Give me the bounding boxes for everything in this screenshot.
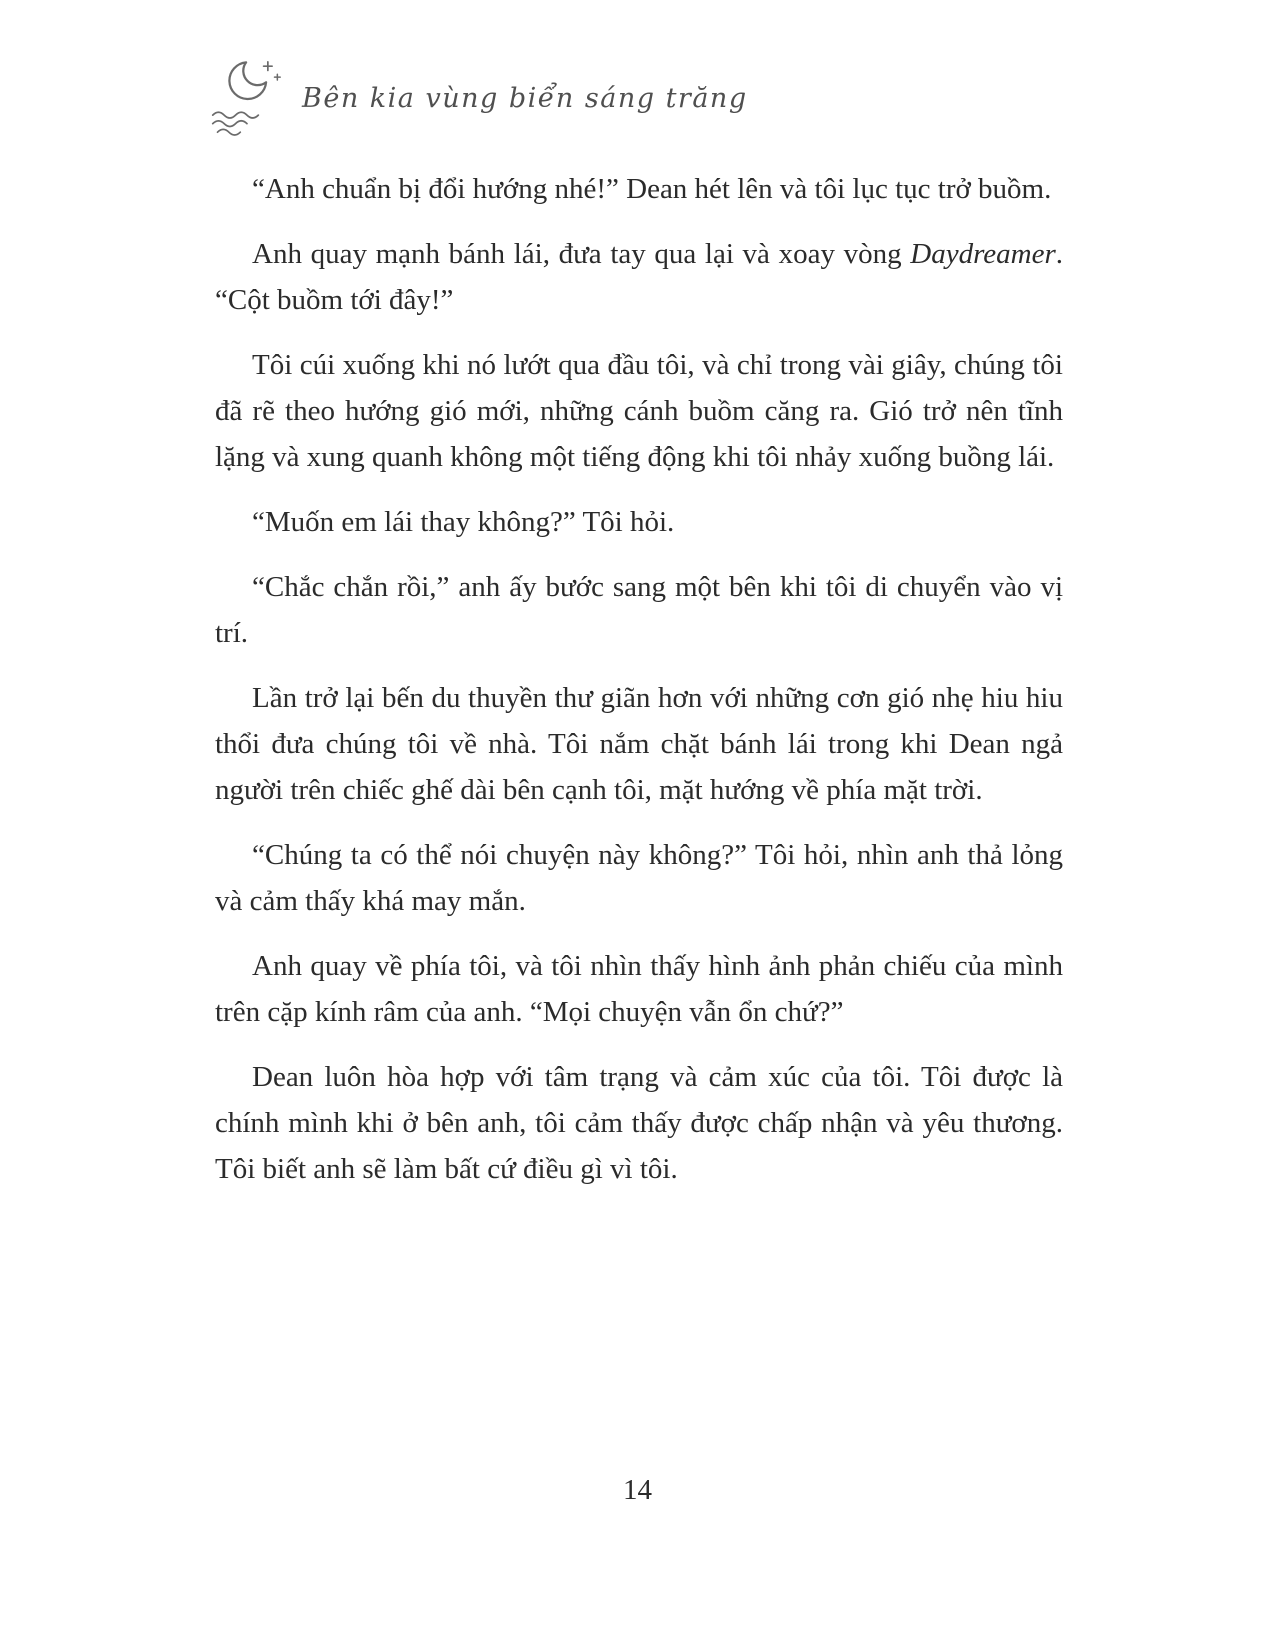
paragraph: [215, 1054, 1063, 1192]
paragraph: [215, 166, 1063, 212]
page-body: [215, 166, 1063, 1211]
text-segment: Lần trở lại bến du thuyền thư giãn hơn với những cơn gió nhẹ hiu hiu thổi đưa chúng tôi về nhà. Tôi nắm chặt bánh lái trong khi Dean ngả người trên chiếc ghế dài bên cạnh tôi, mặt hướng về phía mặt trời.: [215, 682, 1063, 806]
text-segment: Dean luôn hòa hợp với tâm trạng và cảm xúc của tôi. Tôi được là chính mình khi ở bên anh, tôi cảm thấy được chấp nhận và yêu thương. Tôi biết anh sẽ làm bất cứ điều gì vì tôi.: [215, 1061, 1063, 1185]
paragraph: [215, 499, 1063, 545]
paragraph: [215, 231, 1063, 323]
text-segment: “Chắc chắn rồi,” anh ấy bước sang một bên khi tôi di chuyển vào vị trí.: [215, 571, 1063, 649]
text-segment: “Anh chuẩn bị đổi hướng nhé!” Dean hét lên và tôi lục tục trở buồm.: [252, 173, 1052, 205]
page-number: 14: [623, 1474, 652, 1506]
paragraph: [215, 832, 1063, 924]
paragraph: [215, 342, 1063, 480]
italic-text-segment: Daydreamer: [910, 238, 1056, 270]
text-segment: Tôi cúi xuống khi nó lướt qua đầu tôi, và chỉ trong vài giây, chúng tôi đã rẽ theo hướng gió mới, những cánh buồm căng ra. Gió trở nên tĩnh lặng và xung quanh không một tiếng động khi tôi nhảy xuống buồng lái.: [215, 349, 1063, 473]
page-footer: [0, 1474, 1275, 1507]
text-segment: . “Cột buồm tới đây!”: [215, 238, 1063, 316]
text-segment: “Chúng ta có thể nói chuyện này không?” Tôi hỏi, nhìn anh thả lỏng và cảm thấy khá may mắn.: [215, 839, 1063, 917]
paragraph: [215, 564, 1063, 656]
page-header: [208, 58, 748, 138]
paragraph: [215, 943, 1063, 1035]
moon-and-waves-icon: [208, 58, 284, 138]
text-segment: Anh quay mạnh bánh lái, đưa tay qua lại và xoay vòng: [252, 238, 911, 270]
text-segment: “Muốn em lái thay không?” Tôi hỏi.: [252, 506, 675, 538]
paragraph: [215, 675, 1063, 813]
book-title: Bên kia vùng biển sáng trăng: [302, 82, 748, 114]
text-segment: Anh quay về phía tôi, và tôi nhìn thấy hình ảnh phản chiếu của mình trên cặp kính râm của anh. “Mọi chuyện vẫn ổn chứ?”: [215, 950, 1063, 1028]
